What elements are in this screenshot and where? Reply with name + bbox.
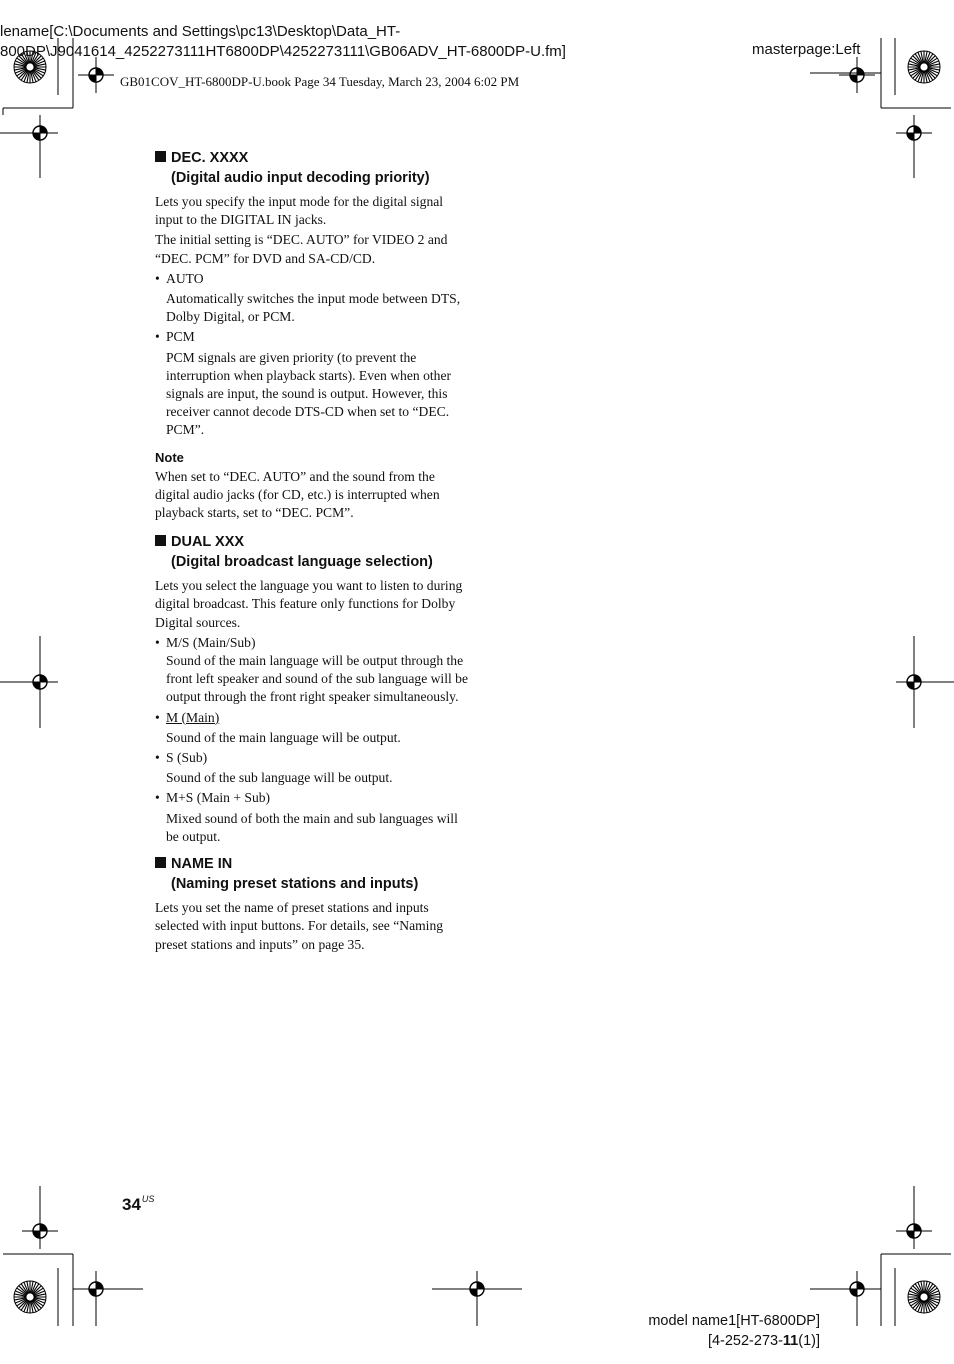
- dec-paragraph-2: The initial setting is “DEC. AUTO” for VIDEO 2 and “DEC. PCM” for DVD and SA-CD/CD.: [155, 232, 448, 266]
- auto-description: Automatically switches the input mode between DTS, Dolby Digital, or PCM.: [166, 291, 461, 325]
- square-bullet-icon: [155, 535, 166, 546]
- dual-title: DUAL XXX: [171, 534, 245, 551]
- main-sub-description: Sound of the main language will be output through the front left speaker and sound of the sub language will be output through the front right speaker simultaneously.: [166, 653, 468, 705]
- main-plus-sub-label: M+S (Main + Sub): [166, 790, 271, 806]
- bullet-dot-icon: •: [155, 790, 160, 806]
- dec-subtitle: (Digital audio input decoding priority): [171, 169, 430, 186]
- list-item-pcm: [155, 328, 470, 346]
- file-path-line-2: 800DP\J9041614_4252273111HT6800DP\4252273111\GB06ADV_HT-6800DP-U.fm]: [0, 43, 566, 60]
- note-heading: Note: [155, 449, 184, 465]
- name-in-section-heading: [155, 855, 470, 894]
- footer-code-bold: 11: [782, 1333, 799, 1349]
- square-bullet-icon: [155, 151, 166, 162]
- main-plus-sub-description: Mixed sound of both the main and sub languages will be output.: [166, 810, 458, 844]
- dec-section-heading: [155, 149, 470, 188]
- book-info-line: GB01COV_HT-6800DP-U.book Page 34 Tuesday, March 23, 2004 6:02 PM: [120, 74, 520, 89]
- footer-code-suffix: (1)]: [798, 1333, 820, 1349]
- page-number: [122, 1194, 154, 1215]
- bullet-dot-icon: •: [155, 709, 160, 725]
- masterpage-label: masterpage:Left: [752, 41, 861, 58]
- sub-description: Sound of the sub language will be output.: [166, 770, 393, 786]
- file-path-line-1: lename[C:\Documents and Settings\pc13\Desktop\Data_HT-: [0, 23, 401, 40]
- bullet-dot-icon: •: [155, 270, 160, 286]
- main-description: Sound of the main language will be output.: [166, 729, 401, 745]
- dec-paragraph-1: Lets you specify the input mode for the digital signal input to the DIGITAL IN jacks.: [155, 194, 444, 228]
- square-bullet-icon: [155, 857, 166, 868]
- pcm-label: PCM: [166, 329, 195, 345]
- file-path-header: [0, 22, 566, 62]
- list-item-sub: [155, 749, 470, 767]
- bullet-dot-icon: •: [155, 634, 160, 650]
- list-item-auto: [155, 270, 470, 288]
- footer-code: [708, 1331, 820, 1351]
- name-in-subtitle: (Naming preset stations and inputs): [171, 875, 419, 892]
- main-column: [155, 149, 470, 956]
- list-item-main-plus-sub: [155, 789, 470, 807]
- page-region-label: US: [141, 1194, 155, 1204]
- auto-label: AUTO: [166, 270, 204, 286]
- name-in-title: NAME IN: [171, 856, 233, 873]
- dec-title: DEC. XXXX: [171, 150, 249, 166]
- dual-section-heading: [155, 533, 470, 572]
- footer-code-prefix: [4-252-273-: [707, 1333, 783, 1349]
- bullet-dot-icon: •: [155, 329, 160, 345]
- dual-paragraph-1: Lets you select the language you want to listen to during digital broadcast. This feature only functions for Dolby Digital sources.: [155, 578, 463, 630]
- page-number-value: 34: [122, 1195, 141, 1214]
- list-item-main-sub: [155, 634, 470, 652]
- note-text: When set to “DEC. AUTO” and the sound from the digital audio jacks (for CD, etc.) is interrupted when playback starts, set to “DEC. PCM”.: [155, 468, 440, 521]
- pcm-description: PCM signals are given priority (to prevent the interruption when playback starts). Even when other signals are input, the sound is output. However, this receiver cannot decode DTS-CD when set to “DEC. PCM”.: [166, 349, 452, 438]
- list-item-main: [155, 709, 470, 727]
- bullet-dot-icon: •: [155, 750, 160, 766]
- main-sub-label: M/S (Main/Sub): [166, 634, 256, 650]
- footer-model: model name1[HT-6800DP]: [648, 1313, 820, 1329]
- dual-subtitle: (Digital broadcast language selection): [171, 553, 433, 570]
- name-in-paragraph-1: Lets you set the name of preset stations and inputs selected with input buttons. For details, see “Naming preset stations and inputs” on page 35.: [155, 900, 444, 952]
- main-label: M (Main): [166, 709, 220, 725]
- sub-label: S (Sub): [166, 750, 208, 766]
